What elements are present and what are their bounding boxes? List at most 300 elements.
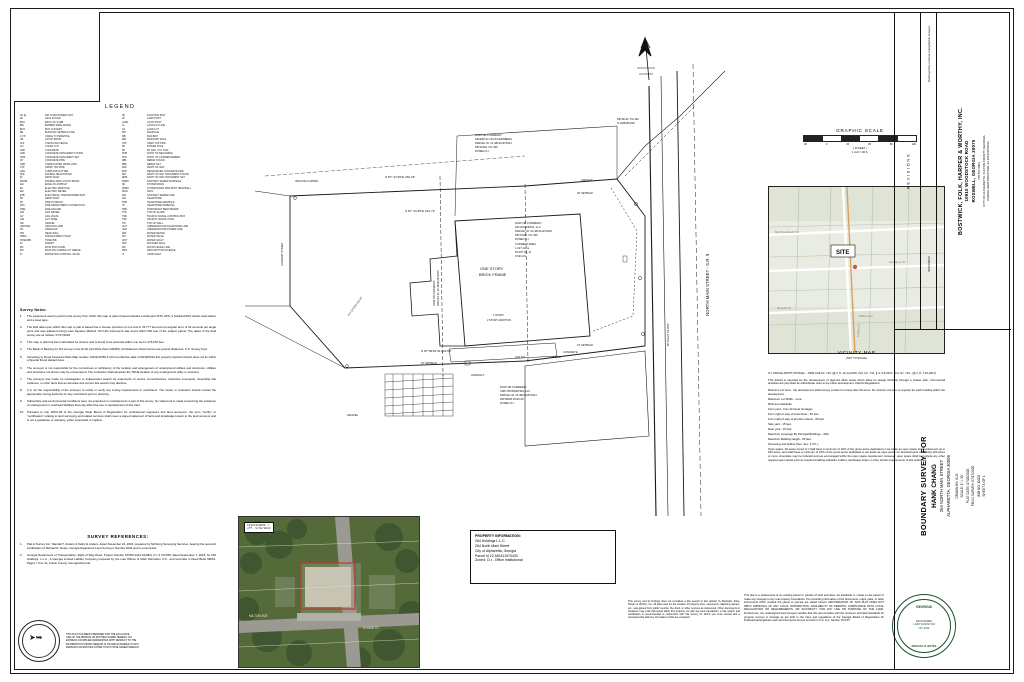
project-address-1: 264 NORTH MAIN STREET: [939, 460, 945, 513]
legend-description: SANITARY SEWER LINE: [147, 193, 175, 197]
building-label: ONE STORY: [480, 266, 504, 271]
legend-symbol: UGP: [122, 228, 127, 232]
legend-description: CONCRETE PIPE: [45, 159, 65, 163]
surveyor-note-text: The surveyor is not responsible for the correctness or sufficiency of the location and arrangement of underground utilities and structures. Utilities and structures not shown may be encountered. The contractor shall ascertain the TRUE location of any underground utility or structure.: [27, 365, 216, 374]
legend-symbol: CTP: [20, 166, 25, 170]
legend-symbol: SSMH: [122, 179, 129, 183]
street-label: NORTH MAIN STREET - S.R. 9: [705, 253, 710, 316]
zoning-item: Minimum Setbacks:: [768, 401, 793, 406]
firm-address-1: 10910 WOODSTOCK ROAD: [963, 140, 969, 202]
legend-symbol: TBM: [122, 207, 127, 211]
legend-row: [122, 253, 218, 256]
legend-symbol: WF: [122, 245, 126, 249]
legend-symbol: TMH: [122, 200, 127, 204]
seal-bottom-text: MICHAEL R. NOTES: [911, 645, 937, 648]
svg-text:MILTON AVE: MILTON AVE: [249, 614, 268, 618]
legend-description: PK NAIL / P.K. NAIL: [147, 148, 169, 152]
legend-description: WROUGHT IRON FENCE: [147, 249, 176, 253]
legend-symbol: CP: [20, 159, 24, 163]
seal-middle-line: NO. 2646: [918, 626, 930, 630]
legend-description: CABLE TV PEDESTAL: [45, 134, 70, 138]
legend-symbol: POB: [122, 152, 127, 156]
surveyor-note-text: Subsurface and environmental conditions were not examined or considered as a part of this survey. No statement is made concerning the existence of underground or overhead facilities that may affect the use or development of this tract.: [27, 399, 216, 407]
legend-symbol: CO: [20, 145, 24, 149]
legend-symbol: SD: [122, 183, 126, 187]
legend-description: GAS METER: [45, 211, 60, 215]
setback-note: 30' SETBACK: [577, 192, 594, 195]
legend-description: STORM DRAIN PIPE WITH HEADWALL: [147, 186, 192, 190]
legend-description: AXLE FOUND: [45, 117, 61, 121]
legend-symbol: LP: [122, 117, 125, 121]
legend-description: IRON PIN CAPPED 1/2" REBAR: [45, 249, 81, 253]
legend-symbol: FH: [20, 200, 24, 204]
surveyor-note-number: 5.: [20, 354, 23, 359]
legend-symbol: IPF: [20, 245, 24, 249]
legend-description: DROP INLET: [45, 176, 60, 180]
project-title: BOUNDARY SURVEY FOR: [918, 436, 928, 537]
revisions-label: REVISIONS: [905, 152, 910, 189]
survey-reference-text: Georgia Department of Transportation, Right of Way Deed, Project Number STP00-0114-01(084), P.I. # 721780, dated September 7, 2018, for 264 Holdings, L.L.C., A Georgia Limited Liability Company prepared by the Law Offices of Mark Weinstein, P.C., and recorded in Deed Book 59051, Pages 7 thru 12, Fulton County, Georgia Records.: [27, 553, 216, 565]
parcel-note: PARCEL ID: 22 481411970433: [515, 230, 552, 233]
legend-description: DOUBLE WING CATCH BASIN: [45, 179, 80, 183]
legend-description: CATCH BASIN: [45, 138, 62, 142]
legend-description: WOODEN WALL: [147, 242, 166, 246]
legend-description: BACK OF CURB: [45, 120, 64, 124]
legend-description: CONCRETE: [45, 148, 59, 152]
zoning-item: Side yard - 15 feet.: [768, 421, 792, 426]
bearing-label: 232.63': [515, 355, 526, 359]
street-sub-label: 80' RIGHT OF WAY: [667, 323, 670, 346]
surveyor-notes-list: [20, 315, 216, 423]
firm-address-2: ROSWELL, GEORGIA 30075: [970, 139, 976, 202]
legend-description: REBAR FOUND: [147, 159, 165, 163]
surveyor-note-text: The equipment used to perform the survey from which this map or plat is based included a Champion RTK GPS, a Sokkia RSA3 robotic total station and a steel tape.: [27, 314, 216, 322]
bearing-label: N 87°06'40"W 232.63': [421, 349, 452, 353]
legend-symbol: CMP: [20, 162, 26, 166]
legend-description: CHAIN LINK FENCE: [45, 141, 68, 145]
legend-symbol: WM: [122, 231, 127, 235]
legend-description: TOP OF SLOPE: [147, 211, 165, 215]
legend-symbol: FDC: [20, 204, 25, 208]
legend-description: POINT OF COMMENCEMENT: [147, 155, 181, 159]
legend-description: REINFORCED CONCRETE PIPE: [147, 169, 184, 173]
zoning-item: Rear yard - 15 feet.: [768, 426, 793, 431]
parcel-note: 264 HOLDINGS, LLC: [515, 226, 541, 229]
legend-symbol: ETB: [20, 193, 25, 197]
vicinity-map-title: VICINITY MAP: [837, 350, 876, 355]
surveyor-note-number: 10.: [20, 410, 25, 415]
asphalt-label: ASPHALT: [471, 373, 485, 377]
legend-description: HEAD WALL: [45, 231, 59, 235]
title-search-disclaimer: This survey and its findings does not constitute a title search or title opinion by Bostwick, Zuke, Harper & Worthy, Inc. All data used for the location of property lines, easements, adjoining owners, etc., was gained from public records, the client, or other sources as referenced. Other documents or situations may exist that would affect this property. As with any land transaction, a title search and certification is recommended in conjunction with this survey, for which you must consult with a competent title attorney. All matters of title are excepted.: [628, 600, 740, 620]
firm-panel-number: 131213C0050 J: [247, 524, 269, 527]
parcel-side-label: PARCEL ID: 22 481411970259: [437, 270, 440, 306]
legend-description: STORM DRAIN: [147, 183, 165, 187]
property-information-line: 264 North Main Street: [475, 543, 510, 548]
tie-line-label: ACADEMY STREET: [281, 242, 284, 266]
zoning-item: Maximum Lot Width - none.: [768, 396, 803, 401]
exclusive-use-line: THIS PLAT HAS BEEN PREPARED FOR THE EXCLUSIVE: [66, 633, 130, 637]
legend-description: HOSE BIB: [45, 238, 57, 242]
legend-symbol: LN: [122, 127, 125, 131]
firm-name: BOSTWICK, FOLK, HARPER & WORTHY, INC.: [957, 106, 964, 235]
survey-references-list: [20, 543, 216, 566]
surveyor-note: [20, 389, 216, 397]
client-name: HANK CHANG: [930, 464, 938, 509]
legend-symbol: TSB: [122, 214, 127, 218]
legend-description: MASONRY WALL: [147, 138, 167, 142]
legend-symbol: SDMH: [122, 186, 129, 190]
legend-symbol: CMF: [20, 152, 25, 156]
legend-symbol: IN: [20, 242, 23, 246]
surveyor-note-number: 7.: [20, 376, 23, 381]
legend-title: LEGEND: [104, 104, 136, 110]
revision-note: Destroyed by contour topographic surveys: [926, 25, 931, 83]
svg-text:Academy St: Academy St: [889, 260, 906, 264]
parcel-side-label: NOW OR FORMERLY: [433, 280, 436, 306]
legend-description: LIGHT POST: [147, 120, 162, 124]
legend-symbol: HC: [20, 228, 24, 232]
exclusive-use-line: EXPRESS OR IMPLIED WARRANTIES WITH RESPECT TO THE: [66, 639, 137, 643]
legend-symbol: CMF: [20, 148, 25, 152]
legend-description: CONCRETE MONUMENT FOUND: [45, 152, 84, 156]
property-information-box: [470, 530, 616, 584]
legend-description: BUILDING SETBACK LINE: [45, 131, 75, 135]
surveyor-note-number: 9.: [20, 399, 23, 404]
title-block: [894, 12, 1010, 670]
surveyor-note-text: Pursuant to rule 180-6-09 of the Georgia State Board of Registration for professional engineers and land surveyors, the term "certify" or "certification" relating to land surveying and related services shall mean a signed statement of facts and knowledge known to the land surveyor and is not a guarantee or warranty, either expressed or implied.: [27, 410, 216, 422]
legend-description: ELECTRIC METER: [45, 190, 67, 194]
legend-symbol: GROUND: [20, 225, 31, 228]
project-title-panel: [895, 330, 1011, 670]
legend-description: TELEPHONE: [147, 197, 162, 201]
surveyor-note-number: 4.: [20, 347, 23, 352]
legend-description: DROP INLET: [45, 197, 60, 201]
surveyor-note: [20, 315, 216, 323]
surveyor-note: [20, 367, 216, 375]
setback-note: 15' SETBACK: [577, 344, 594, 347]
legend-symbol: EC: [20, 186, 24, 190]
legend-column-left: [20, 114, 116, 256]
title-block-meta-line: PLAT DATE: 07/20/2020: [965, 469, 970, 504]
parcel-note: CMP PROPERTIES, LLC: [500, 390, 531, 393]
legend-description: MANHOLE: [147, 131, 160, 135]
vicinity-map-subtitle: (NOT TO SCALE): [846, 357, 867, 360]
legend-symbol: DI: [20, 176, 23, 180]
legend-symbol: SSL: [122, 193, 127, 197]
plan-svg: [225, 16, 745, 516]
legend-symbol: GW: [20, 218, 24, 222]
parcel-note: PARCEL ID: 22 481411970341: [475, 142, 512, 145]
legend-description: RIGHT-OF-WAY: [147, 166, 165, 170]
vicinity-site-label: SITE: [836, 250, 850, 256]
legend-symbol: R/W: [122, 166, 127, 170]
survey-references: [20, 534, 216, 569]
parcel-note: ZONED O-I: [475, 150, 489, 153]
legend-symbol: DHF: [20, 172, 25, 176]
title-block-meta-line: SCALE: 1" = 30': [960, 474, 965, 498]
surveyor-note: [20, 400, 216, 408]
legend-symbol: RCP: [122, 169, 127, 173]
legend-symbol: WVT: [122, 238, 128, 242]
legend-description: CRIMP TOP PIPE: [45, 166, 65, 170]
legend-description: ELECTRIC MANHOLE: [45, 186, 70, 190]
legend-symbol: LL: [122, 124, 125, 128]
zoning-item: From right-of-way of all other streets - 65 feet.: [768, 416, 825, 421]
asphalt-label: ASPHALT: [581, 179, 593, 182]
legend-description: UNDERGROUND TELEPHONE LINE: [147, 225, 188, 228]
legend-description: HANDICAP: [45, 228, 58, 232]
legend-symbol: FIRE: [20, 207, 26, 211]
property-information-line: Zoned: O-I - Office Institutional: [475, 558, 523, 563]
firm-panel-tag: [244, 522, 274, 533]
legend-description: TELEPHONE PEDESTAL: [147, 204, 175, 208]
legend-symbol: RMS: [122, 176, 128, 180]
legend-symbol: TW: [122, 221, 126, 225]
svg-text:N MAIN ST: N MAIN ST: [363, 626, 380, 630]
legend-symbol: AC @: [20, 114, 27, 117]
legend-description: WOOD FENCE LINE: [147, 245, 170, 249]
legend-symbol: HDES: [20, 235, 27, 239]
legend-symbol: WV: [122, 235, 126, 239]
setback-note: 15' SETBACK: [421, 362, 438, 365]
plan-north-arrow: [637, 38, 655, 80]
legend-symbol: POC: [122, 155, 127, 159]
legend-description: GAS VALVE: [45, 214, 59, 218]
parcel-note: NOW OR FORMERLY: [500, 386, 527, 389]
parcel-note: DB 50162, PG 466: [515, 234, 538, 237]
parcel-note: ZONED O-I: [500, 402, 514, 405]
top-left-blank-box: [14, 12, 100, 102]
exclusive-use-line: PERSONS OR ENTITIES OTHER THAN THOSE NAMED HEREON.: [66, 645, 140, 649]
legend-row: [20, 253, 116, 256]
legend-description: WATER VAULT: [147, 238, 164, 242]
survey-reference: [20, 554, 216, 566]
legend-description: WATER VALVE: [147, 235, 164, 239]
legend-description: GROUND LAMP: [45, 225, 64, 228]
legend-symbol: GR: [20, 221, 24, 225]
surveyor-note-number: 6.: [20, 365, 23, 370]
legend-symbol: TSP: [122, 218, 127, 222]
legend-description: CONCRETE MONUMENT SET: [45, 155, 80, 159]
legend-symbol: CMS: [20, 155, 26, 159]
graphic-scale-ratio: 1 inch = 30 ft.: [851, 151, 869, 154]
legend: [20, 104, 220, 256]
title-block-meta-line: DRAWN BY: KLG: [954, 473, 959, 499]
parcel-note: ZONED O-I: [515, 238, 529, 241]
graphic-scale-tick: 15: [846, 143, 850, 146]
property-information-line: 264 Holdings L.L.C.: [475, 538, 506, 543]
legend-description: IRRIGATION CONTROL VALVE: [45, 252, 80, 256]
legend-symbol: C&G: [20, 169, 25, 173]
legend-symbol: BE: [20, 131, 24, 135]
zoning-item: Maximum Coverage By Principal Buildings - 40%.: [768, 431, 830, 436]
deed-note: N 1485260.802: [617, 122, 635, 125]
legend-symbol: YI: [122, 252, 125, 256]
svg-text:Roswell St: Roswell St: [777, 306, 792, 310]
graphic-scale-note: ( IN FEET ): [853, 147, 867, 150]
legend-description: SIGN: [147, 190, 153, 194]
legend-description: INVERT: [45, 242, 54, 246]
seal-middle-line: LAND SURVEYOR: [913, 623, 935, 627]
surveyor-note: [20, 341, 216, 345]
legend-description: GUY WIRE: [45, 218, 58, 222]
surveyor-note-text: It is not the responsibility of the surveyor to certify or verify any zoning requirements or restrictions. The owner or contractor should contact the appropriate zoning authority for any restrictions prior to planning.: [27, 387, 216, 396]
parcel-note: 0.534 AC.: [515, 255, 527, 258]
legend-description: WATER METER: [147, 231, 165, 235]
story-note: 1 STORY: [493, 314, 505, 317]
survey-reference-number: 2.: [20, 553, 23, 558]
bearing-label: S 87° 31'35"E 223.72': [405, 209, 436, 213]
legend-description: DOUBLE HEAD FOUND: [45, 172, 72, 176]
property-information-line: Parcel Id 22 481411970433: [475, 553, 518, 558]
survey-reference-text: Plat of Survey For: Randall T. Anders & Kathy E Anders, dated November 24, 2004, prepared by McClung Surveying Services, bearing the seal and certification of Michael R. Notes, Georgia Registered Land Surveyor Number 2646 and is unrecorded.: [27, 542, 216, 550]
svg-text:Milton Ave: Milton Ave: [859, 314, 873, 318]
surveyor-note: [20, 356, 216, 364]
property-information-line: City of Alpharetta, Georgia: [475, 548, 517, 553]
zoning-item: Front yard - from all street frontages: [768, 406, 813, 411]
surveyor-note: [20, 378, 216, 386]
parcel-note: PARCEL ID: 22 481411970441: [500, 394, 537, 397]
svg-text:N Main St: N Main St: [856, 323, 861, 338]
legend-symbol: IPS: [20, 249, 24, 253]
legend-symbol: BOX: [20, 127, 25, 131]
firm-parcel-id: PARCEL IDENTIFICATION: 22 481411970433: [985, 140, 990, 201]
legend-description: EDGE OF ASPHALT: [45, 183, 68, 187]
north-arrow-icon: ➤➥: [18, 620, 60, 662]
surveyor-note: [20, 326, 216, 338]
legend-description: BOX CULVERT: [45, 127, 62, 131]
surveyor-note-text: According to Flood Insurance Rate Map number 13121C0050 F with an effective date of 09/18/2013 this property depicted herein does not lie within a Special Flood Hazard Area.: [27, 354, 216, 363]
legend-symbol: DWCB: [20, 179, 28, 183]
surveyor-note-text: This map or plat has been calculated for closure and is found to be accurate within one foot in 375,678 feet.: [27, 340, 165, 345]
legend-symbol: RBS: [122, 162, 127, 166]
legend-description: RIGHT OF WAY MONUMENT SET: [147, 176, 185, 180]
firm-panel-effective-date: eff. 9/18/2013: [247, 527, 271, 531]
legend-symbol: WPF: [122, 249, 128, 253]
legend-symbol: CLF: [20, 141, 25, 145]
parcel-note: DB 50162, PG 466: [475, 146, 498, 149]
building-label: BRICK FRAME: [479, 272, 507, 277]
surveyor-notes: [20, 308, 216, 426]
legend-description: FIRE HYDRANT: [45, 200, 64, 204]
zoning-item: From right-of-way of local street - 50 feet.: [768, 411, 820, 416]
zoning-item: Screening and buffers (Sec. Sec. 2.3.5.);: [768, 441, 819, 446]
revision-date: 08/13/2020: [926, 256, 931, 272]
legend-description: POWER POLE: [147, 145, 164, 149]
title-block-meta-line: SHEET 1 OF 1: [981, 475, 986, 497]
legend-description: MAILBOX: [147, 134, 158, 138]
parcel-note: 53,457 Sq. Ft.: [515, 251, 532, 254]
legend-symbol: OTP: [122, 141, 127, 145]
title-block-meta-line: JOB NO: 11002: [976, 475, 981, 498]
surveyor-note: [20, 348, 216, 352]
surveyor-note: [20, 411, 216, 423]
legend-symbol: E/A: [20, 183, 24, 187]
surveyor-note-text: The surveyor has made no investigation or independent search for easements of record, encumbrances, restrictive covenants, ownership title evidence, or other facts that an accurate and current title search may disclose.: [27, 376, 216, 385]
property-information-lines: [475, 539, 611, 563]
legend-symbol: RM: [122, 172, 126, 176]
legend-description: TRAFFIC SIGNAL POLE: [147, 218, 174, 222]
legend-symbol: TEL: [122, 197, 127, 201]
legend-description: LAND LOT LINE: [147, 124, 165, 128]
firm-phone: 770.552.6804: [977, 161, 982, 180]
legend-description: CLEAN OUT: [45, 145, 59, 149]
legend-symbol: TOS: [122, 211, 127, 215]
surveyor-note-text: The field data upon which this map or plat is based has a closure precision of one foot in 33,777 feet and an angular error of 02 seconds per angle point and was adjusted using Least Squares Method. NO H/G instrument was found within 500 feet of the subject parcel. The dates of the field survey are as follows: 07/17/2020.: [27, 325, 216, 337]
legend-description: SANITARY SEWER MANHOLE: [147, 179, 182, 183]
aerial-photo: [238, 516, 420, 668]
legend-description: BARBED WIRE FENCE: [45, 124, 72, 128]
legend-symbol: UGT: [122, 225, 127, 228]
legend-description: IRON PIN FOUND: [45, 245, 66, 249]
parcel-note: NOW OR FORMERLY: [515, 222, 542, 225]
legend-description: TRAFFIC SIGNAL CONTROL BOX: [147, 214, 186, 218]
graphic-scale-tick: 30: [868, 143, 871, 146]
exclusive-use-stamp: [18, 616, 214, 666]
zoning-heading: O-I OFFICE-INSTITUTIONAL -- PER CH# Art. 719: §§ 3. 8, 12-14-2015; Ord. No. 741, § 4, 6-5-2017; Ord. No. 744 , §§ 2, 8, 7-10-2017): [768, 371, 937, 375]
revision-date-panel: [921, 12, 937, 330]
legend-symbol: TP: [122, 204, 125, 208]
legend-description: LAMP POST: [147, 117, 161, 121]
firm-panel: [937, 12, 1011, 330]
seal-top-text: GEORGIA: [915, 605, 932, 609]
pin-note: IRON PIN CAPPED: [295, 180, 318, 183]
surveyor-note-number: 1.: [20, 314, 23, 318]
tie-line-label: N 1°12'29"E 221.87': [347, 296, 364, 317]
zoning-item: Open space. All areas zoned O-I shall have a minimum of 10% of the gross acres dedicated or set aside as open space for development up to 150 acres, and shall have a minimum of 15% of the gross acres dedicated or set aside as open space for developments containing 100 acres or more. Amenities may be included and are encouraged within the open space requirement. However, open space shall not include any other required open areas such as required building setbacks, buffers, landscape strips or other similar requirements of this ordinance.: [768, 446, 945, 463]
graphic-scale-tick: 0: [825, 143, 828, 146]
surveyor-note-number: 3.: [20, 340, 23, 345]
legend-symbol: HOSE BIB: [20, 238, 31, 242]
parcel-note: NOW OR FORMERLY: [475, 134, 502, 137]
surveyor-note-text: The Basis of Bearing for this survey is the North (GA West Zone NAD83). All distances shown herein are ground distances, U.S. Survey Foot.: [27, 347, 208, 352]
surveyor-notes-heading: Survey Notes:: [20, 308, 47, 312]
graphic-scale-tick: 60: [889, 143, 893, 146]
zoning-paragraph: This district is intended for the development of planned office areas which allow for design flexibility through a master plan. Commercial activities are permitted as subordinate uses to the office development. District Regulations:: [768, 377, 945, 386]
legend-description: POINT OF BEGINNING: [147, 152, 173, 156]
legend-description: CORRUGATED METAL PIPE: [45, 162, 77, 166]
legend-symbol: GV: [20, 214, 24, 218]
legend-description: OPEN TOP PIPE: [147, 141, 166, 145]
survey-references-heading: SURVEY REFERENCES:: [87, 534, 149, 539]
legend-symbol: JB: [122, 114, 125, 117]
exclusive-use-text: [60, 633, 139, 649]
legend-description: UNDERGROUND POWER LINE: [147, 228, 183, 232]
survey-reference: [20, 543, 216, 551]
surveyor-note-number: 8.: [20, 387, 23, 392]
aerial-photo-svg: [239, 517, 420, 668]
legend-symbol: PP: [122, 145, 126, 149]
legend-description: TEMPORARY BENCHMARK: [147, 207, 179, 211]
legend-description: LAND LOT: [147, 127, 159, 131]
zoning-item: Minimum Lot Area - the development shall occupy a total of not less than 25 acres. No minimum lot size is required for each building within the development.: [768, 388, 945, 396]
legend-description: HODGES BRICK INLET: [45, 235, 72, 239]
exclusive-use-line: INFORMATION SHOWN HEREON IS OR ARE EXTENDED TO ANY: [66, 642, 139, 646]
graphic-scale-label: GRAPHIC SCALE: [836, 128, 884, 133]
legend-symbol: LAND: [122, 120, 129, 124]
legend-symbol: PK: [122, 148, 126, 152]
legend-description: FIRE DEPARTMENT CONNECTION: [45, 204, 85, 208]
legend-symbol: CB: [20, 138, 24, 142]
title-block-meta: [955, 437, 988, 537]
legend-description: CURB AND GUTTER: [45, 169, 69, 173]
legend-column-right: [122, 114, 218, 256]
firm-jurisdiction: CITY OF ALPHARETTA, FULTON COUNTY, GEORGIA: [981, 134, 986, 207]
revisions-panel: [895, 12, 921, 330]
legend-symbol: HW: [20, 231, 24, 235]
title-block-meta-line: FIELD SURVEY: 07/17/2020: [970, 466, 975, 507]
